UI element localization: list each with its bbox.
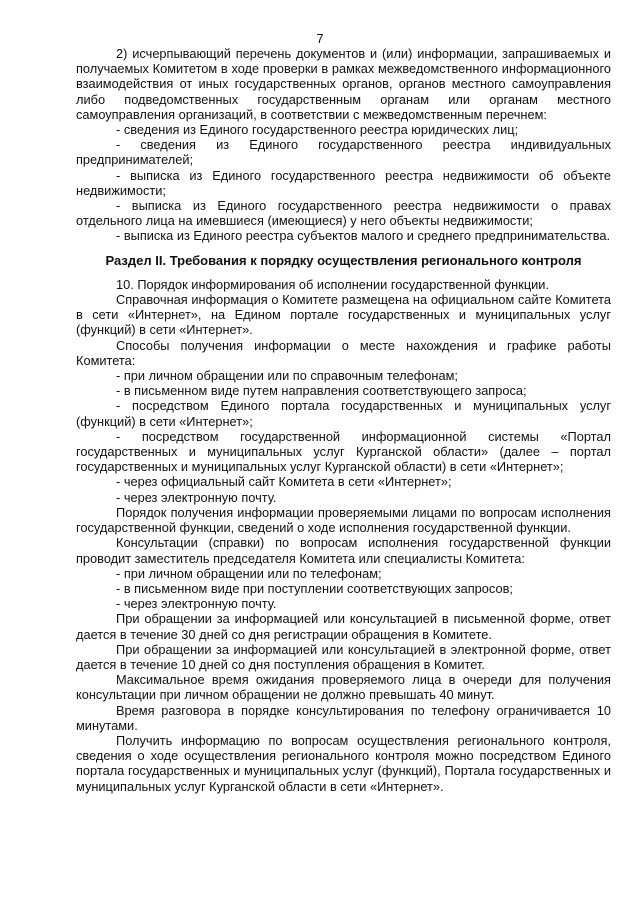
- list-item: - выписка из Единого реестра субъектов малого и среднего предпринимательства.: [116, 228, 611, 244]
- list-item: - через официальный сайт Комитета в сети «Интернет»;: [116, 474, 452, 490]
- paragraph: При обращении за информацией или консультацией в электронной форме, ответ дается в течение 10 дней со дня поступления обращения в Комитет.: [76, 641, 611, 672]
- list-item: - посредством государственной информационной системы «Портал государственных и муниципальных услуг Курганской области» (далее – портал государственных и муниципальных услуг Курганской области) в сети «Интернет»;: [76, 428, 611, 475]
- paragraph: Консультации (справки) по вопросам исполнения государственной функции проводит заместитель председателя Комитета или специалисты Комитета:: [76, 535, 611, 566]
- list-item: - выписка из Единого государственного реестра недвижимости об объекте недвижимости;: [76, 167, 611, 198]
- list-item: - через электронную почту.: [116, 596, 277, 612]
- paragraph: Время разговора в порядке консультирования по телефону ограничивается 10 минутами.: [76, 702, 611, 733]
- list-item: - при личном обращении или по справочным телефонам;: [116, 368, 458, 384]
- section-heading: Раздел II. Требования к порядку осуществления регионального контроля: [105, 252, 582, 268]
- list-item: - сведения из Единого государственного реестра индивидуальных предпринимателей;: [76, 137, 611, 168]
- paragraph: 2) исчерпывающий перечень документов и (или) информации, запрашиваемых и получаемых Комитетом в ходе проверки в рамках межведомственного информационного взаимодействия от иных государственных органов, органов местного самоуправления либо подведомственных государственным органам или органам местного самоуправления организаций, в соответствии с межведомственным перечнем:: [76, 46, 611, 122]
- page-number: 7: [316, 31, 324, 46]
- paragraph: 10. Порядок информирования об исполнении государственной функции.: [116, 276, 550, 292]
- list-item: - через электронную почту.: [116, 489, 277, 505]
- list-item: - в письменном виде путем направления соответствующего запроса;: [116, 383, 527, 399]
- paragraph: Получить информацию по вопросам осуществления регионального контроля, сведения о ходе осуществления регионального контроля можно посредством Единого портала государственных и муниципальных услуг (функций), Портала государственных и муниципальных услуг Курганской области в сети «Интернет».: [76, 732, 611, 794]
- paragraph: Справочная информация о Комитете размещена на официальном сайте Комитета в сети «Интернет», на Едином портале государственных и муниципальных услуг (функций) в сети «Интернет».: [76, 292, 611, 338]
- list-item: - сведения из Единого государственного реестра юридических лиц;: [116, 122, 519, 138]
- paragraph: Порядок получения информации проверяемыми лицами по вопросам исполнения государственной функции, сведений о ходе исполнения государственной функции.: [76, 504, 611, 536]
- document-body: [76, 46, 611, 794]
- paragraph: Максимальное время ожидания проверяемого лица в очереди для получения консультации при личном обращении не должно превышать 40 минут.: [76, 672, 611, 703]
- list-item: - выписка из Единого государственного реестра недвижимости о правах отдельного лица на имевшиеся (имеющиеся) у него объекты недвижимости;: [76, 198, 611, 229]
- list-item: - в письменном виде при поступлении соответствующих запросов;: [116, 580, 513, 596]
- paragraph: При обращении за информацией или консультацией в письменной форме, ответ дается в течение 30 дней со дня регистрации обращения в Комитете.: [76, 611, 611, 642]
- list-item: - при личном обращении или по телефонам;: [116, 565, 382, 581]
- list-item: - посредством Единого портала государственных и муниципальных услуг (функций) в сети «Интернет»;: [76, 398, 611, 429]
- paragraph: Способы получения информации о месте нахождения и графике работы Комитета:: [76, 337, 611, 368]
